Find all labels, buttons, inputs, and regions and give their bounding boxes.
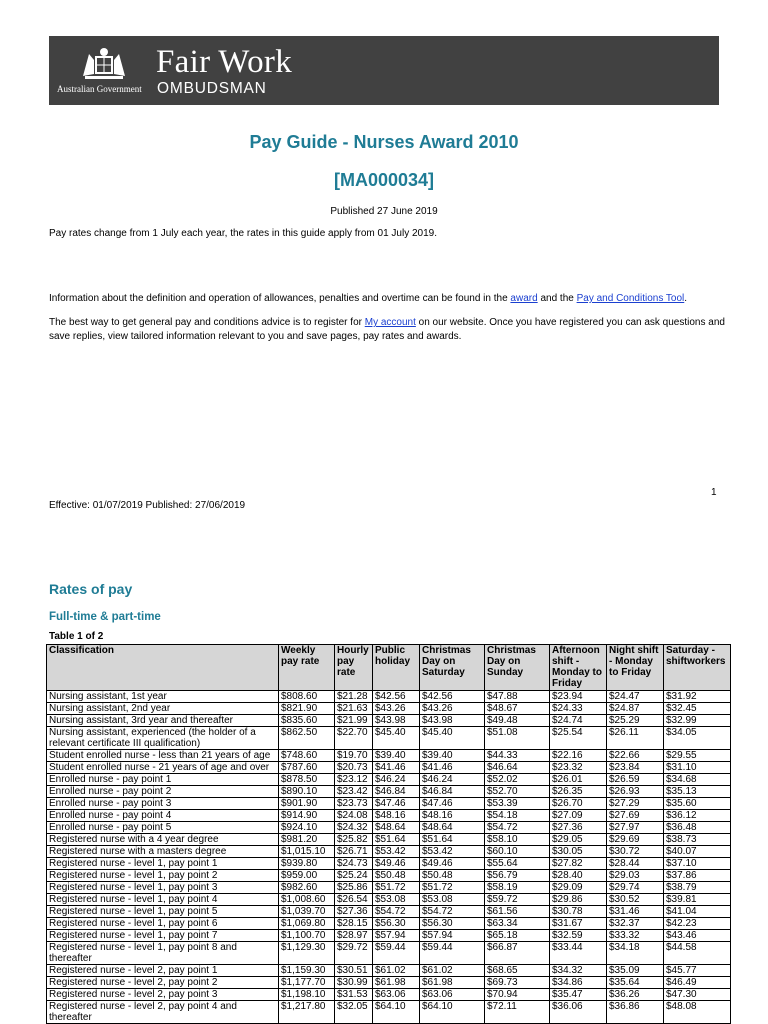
published-date: Published 27 June 2019 bbox=[330, 206, 438, 217]
rate-cell: $53.08 bbox=[420, 894, 485, 906]
rate-cell: $914.90 bbox=[279, 810, 335, 822]
rate-cell: $29.72 bbox=[335, 942, 373, 965]
rate-cell: $48.67 bbox=[485, 703, 550, 715]
rate-cell: $33.44 bbox=[550, 942, 607, 965]
rate-cell: $30.78 bbox=[550, 906, 607, 918]
rate-cell: $39.40 bbox=[420, 750, 485, 762]
award-code: [MA000034] bbox=[333, 170, 435, 190]
rate-cell: $46.24 bbox=[373, 774, 420, 786]
rate-cell: $49.46 bbox=[420, 858, 485, 870]
table-row bbox=[47, 918, 731, 930]
rate-cell: $32.05 bbox=[335, 1001, 373, 1024]
section-title: Rates of pay bbox=[49, 581, 133, 597]
rate-cell: $48.08 bbox=[664, 1001, 731, 1024]
rate-cell: $47.30 bbox=[664, 989, 731, 1001]
rate-cell: $53.39 bbox=[485, 798, 550, 810]
rate-cell: $39.81 bbox=[664, 894, 731, 906]
column-header: Christmas Day on Saturday bbox=[420, 645, 485, 691]
rate-cell: $1,100.70 bbox=[279, 930, 335, 942]
rate-cell: $45.77 bbox=[664, 965, 731, 977]
rate-cell: $26.11 bbox=[607, 727, 664, 750]
rate-cell: $19.70 bbox=[335, 750, 373, 762]
rate-cell: $43.46 bbox=[664, 930, 731, 942]
pay-rates-table bbox=[46, 644, 731, 1024]
page-title: Pay Guide - Nurses Award 2010 bbox=[249, 132, 519, 152]
rate-cell: $901.90 bbox=[279, 798, 335, 810]
rate-cell: $1,217.80 bbox=[279, 1001, 335, 1024]
rate-cell: $70.94 bbox=[485, 989, 550, 1001]
rate-cell: $47.46 bbox=[373, 798, 420, 810]
rate-cell: $1,159.30 bbox=[279, 965, 335, 977]
rate-cell: $45.40 bbox=[420, 727, 485, 750]
rate-cell: $55.64 bbox=[485, 858, 550, 870]
table-row bbox=[47, 762, 731, 774]
classification-cell: Registered nurse with a 4 year degree bbox=[47, 834, 279, 846]
info-text-prefix: Information about the definition and operation of allowances, penalties and overtime can be found in the bbox=[49, 293, 511, 304]
rate-cell: $808.60 bbox=[279, 691, 335, 703]
classification-cell: Registered nurse - level 2, pay point 1 bbox=[47, 965, 279, 977]
rate-cell: $46.84 bbox=[373, 786, 420, 798]
rate-cell: $61.98 bbox=[420, 977, 485, 989]
rate-cell: $24.47 bbox=[607, 691, 664, 703]
rate-cell: $21.63 bbox=[335, 703, 373, 715]
rate-cell: $53.08 bbox=[373, 894, 420, 906]
classification-cell: Registered nurse - level 1, pay point 6 bbox=[47, 918, 279, 930]
rate-cell: $787.60 bbox=[279, 762, 335, 774]
rate-cell: $56.30 bbox=[420, 918, 485, 930]
rate-cell: $35.47 bbox=[550, 989, 607, 1001]
page-number: 1 bbox=[711, 487, 717, 498]
rate-cell: $34.68 bbox=[664, 774, 731, 786]
table-row bbox=[47, 1001, 731, 1024]
table-row bbox=[47, 906, 731, 918]
rate-cell: $26.70 bbox=[550, 798, 607, 810]
rate-cell: $27.36 bbox=[550, 822, 607, 834]
rate-cell: $37.10 bbox=[664, 858, 731, 870]
classification-cell: Registered nurse - level 1, pay point 8 and thereafter bbox=[47, 942, 279, 965]
rate-cell: $56.79 bbox=[485, 870, 550, 882]
coat-of-arms-icon bbox=[79, 46, 129, 84]
rate-cell: $31.67 bbox=[550, 918, 607, 930]
column-header: Hourly pay rate bbox=[335, 645, 373, 691]
rate-cell: $26.01 bbox=[550, 774, 607, 786]
column-header: Christmas Day on Sunday bbox=[485, 645, 550, 691]
rate-cell: $25.54 bbox=[550, 727, 607, 750]
rate-cell: $34.86 bbox=[550, 977, 607, 989]
rate-cell: $821.90 bbox=[279, 703, 335, 715]
rate-cell: $24.32 bbox=[335, 822, 373, 834]
rate-cell: $46.24 bbox=[420, 774, 485, 786]
rate-cell: $48.64 bbox=[420, 822, 485, 834]
rate-cell: $29.69 bbox=[607, 834, 664, 846]
column-header: Public holiday bbox=[373, 645, 420, 691]
rate-cell: $32.45 bbox=[664, 703, 731, 715]
rate-cell: $43.26 bbox=[420, 703, 485, 715]
rate-cell: $31.53 bbox=[335, 989, 373, 1001]
rate-cell: $52.02 bbox=[485, 774, 550, 786]
table-row bbox=[47, 750, 731, 762]
classification-cell: Enrolled nurse - pay point 1 bbox=[47, 774, 279, 786]
advice-paragraph bbox=[49, 316, 729, 344]
rate-cell: $29.55 bbox=[664, 750, 731, 762]
rate-cell: $29.03 bbox=[607, 870, 664, 882]
column-header: Weekly pay rate bbox=[279, 645, 335, 691]
rate-cell: $60.10 bbox=[485, 846, 550, 858]
rate-cell: $22.16 bbox=[550, 750, 607, 762]
rate-cell: $24.87 bbox=[607, 703, 664, 715]
rate-cell: $50.48 bbox=[420, 870, 485, 882]
classification-cell: Registered nurse - level 2, pay point 2 bbox=[47, 977, 279, 989]
rate-cell: $54.18 bbox=[485, 810, 550, 822]
table-row bbox=[47, 715, 731, 727]
rate-cell: $31.10 bbox=[664, 762, 731, 774]
table-row bbox=[47, 870, 731, 882]
rate-cell: $58.19 bbox=[485, 882, 550, 894]
rate-cell: $61.98 bbox=[373, 977, 420, 989]
rate-cell: $25.29 bbox=[607, 715, 664, 727]
rate-cell: $25.24 bbox=[335, 870, 373, 882]
rate-cell: $24.33 bbox=[550, 703, 607, 715]
rate-cell: $1,008.60 bbox=[279, 894, 335, 906]
rate-cell: $42.23 bbox=[664, 918, 731, 930]
rate-cell: $64.10 bbox=[420, 1001, 485, 1024]
rate-cell: $939.80 bbox=[279, 858, 335, 870]
rate-cell: $42.56 bbox=[420, 691, 485, 703]
rate-cell: $43.98 bbox=[373, 715, 420, 727]
rate-cell: $45.40 bbox=[373, 727, 420, 750]
rate-cell: $30.72 bbox=[607, 846, 664, 858]
rate-cell: $28.40 bbox=[550, 870, 607, 882]
rate-cell: $38.79 bbox=[664, 882, 731, 894]
classification-cell: Nursing assistant, 1st year bbox=[47, 691, 279, 703]
rate-cell: $36.26 bbox=[607, 989, 664, 1001]
rate-cell: $24.08 bbox=[335, 810, 373, 822]
rate-cell: $63.34 bbox=[485, 918, 550, 930]
table-row bbox=[47, 727, 731, 750]
rate-cell: $59.44 bbox=[420, 942, 485, 965]
rate-cell: $36.48 bbox=[664, 822, 731, 834]
rate-cell: $51.64 bbox=[373, 834, 420, 846]
rate-cell: $41.04 bbox=[664, 906, 731, 918]
rate-cell: $29.09 bbox=[550, 882, 607, 894]
rate-cell: $28.44 bbox=[607, 858, 664, 870]
rate-cell: $30.51 bbox=[335, 965, 373, 977]
rate-cell: $47.46 bbox=[420, 798, 485, 810]
government-label: Australian Government bbox=[57, 84, 142, 94]
rate-cell: $48.16 bbox=[373, 810, 420, 822]
rate-cell: $51.08 bbox=[485, 727, 550, 750]
rate-cell: $53.42 bbox=[420, 846, 485, 858]
classification-cell: Registered nurse - level 2, pay point 3 bbox=[47, 989, 279, 1001]
my-account-link[interactable]: My account bbox=[364, 317, 416, 328]
table-row bbox=[47, 691, 731, 703]
rate-cell: $47.88 bbox=[485, 691, 550, 703]
table-row bbox=[47, 822, 731, 834]
rate-cell: $29.05 bbox=[550, 834, 607, 846]
rate-cell: $862.50 bbox=[279, 727, 335, 750]
rate-cell: $1,015.10 bbox=[279, 846, 335, 858]
rate-cell: $51.72 bbox=[373, 882, 420, 894]
rate-cell: $878.50 bbox=[279, 774, 335, 786]
rate-cell: $46.64 bbox=[485, 762, 550, 774]
rate-cell: $59.72 bbox=[485, 894, 550, 906]
table-row bbox=[47, 977, 731, 989]
classification-cell: Registered nurse - level 1, pay point 3 bbox=[47, 882, 279, 894]
rate-cell: $37.86 bbox=[664, 870, 731, 882]
rate-cell: $59.44 bbox=[373, 942, 420, 965]
rate-cell: $35.09 bbox=[607, 965, 664, 977]
rate-cell: $36.12 bbox=[664, 810, 731, 822]
rate-cell: $38.73 bbox=[664, 834, 731, 846]
rate-cell: $43.98 bbox=[420, 715, 485, 727]
classification-cell: Enrolled nurse - pay point 2 bbox=[47, 786, 279, 798]
rate-cell: $65.18 bbox=[485, 930, 550, 942]
rate-cell: $23.84 bbox=[607, 762, 664, 774]
rate-cell: $23.73 bbox=[335, 798, 373, 810]
column-header: Afternoon shift - Monday to Friday bbox=[550, 645, 607, 691]
rate-cell: $23.12 bbox=[335, 774, 373, 786]
rate-cell: $42.56 bbox=[373, 691, 420, 703]
rate-cell: $54.72 bbox=[420, 906, 485, 918]
rate-cell: $25.86 bbox=[335, 882, 373, 894]
effective-date: Effective: 01/07/2019 Published: 27/06/2019 bbox=[49, 500, 246, 511]
brand-name: Fair Work bbox=[156, 44, 293, 80]
rate-cell: $69.73 bbox=[485, 977, 550, 989]
rate-cell: $24.73 bbox=[335, 858, 373, 870]
rate-cell: $41.46 bbox=[373, 762, 420, 774]
rate-cell: $43.26 bbox=[373, 703, 420, 715]
rate-cell: $35.13 bbox=[664, 786, 731, 798]
column-header: Night shift - Monday to Friday bbox=[607, 645, 664, 691]
classification-cell: Nursing assistant, 3rd year and thereafter bbox=[47, 715, 279, 727]
table-header-row bbox=[47, 645, 731, 691]
rate-cell: $27.09 bbox=[550, 810, 607, 822]
table-row bbox=[47, 774, 731, 786]
rate-cell: $30.05 bbox=[550, 846, 607, 858]
classification-cell: Registered nurse - level 1, pay point 1 bbox=[47, 858, 279, 870]
rate-cell: $53.42 bbox=[373, 846, 420, 858]
classification-cell: Enrolled nurse - pay point 5 bbox=[47, 822, 279, 834]
info-text-suffix: . bbox=[684, 293, 688, 304]
rate-cell: $27.82 bbox=[550, 858, 607, 870]
rate-cell: $35.64 bbox=[607, 977, 664, 989]
rate-cell: $58.10 bbox=[485, 834, 550, 846]
rate-cell: $1,129.30 bbox=[279, 942, 335, 965]
rate-cell: $39.40 bbox=[373, 750, 420, 762]
rate-cell: $32.59 bbox=[550, 930, 607, 942]
brand-subtitle: OMBUDSMAN bbox=[157, 80, 267, 97]
rate-cell: $26.71 bbox=[335, 846, 373, 858]
rate-cell: $61.02 bbox=[420, 965, 485, 977]
rate-cell: $44.33 bbox=[485, 750, 550, 762]
classification-cell: Nursing assistant, experienced (the holder of a relevant certificate III qualification) bbox=[47, 727, 279, 750]
rate-cell: $23.94 bbox=[550, 691, 607, 703]
classification-cell: Registered nurse - level 1, pay point 4 bbox=[47, 894, 279, 906]
rate-cell: $36.86 bbox=[607, 1001, 664, 1024]
rate-cell: $48.16 bbox=[420, 810, 485, 822]
rate-cell: $32.99 bbox=[664, 715, 731, 727]
header-banner bbox=[49, 36, 719, 105]
rate-cell: $924.10 bbox=[279, 822, 335, 834]
rate-cell: $46.49 bbox=[664, 977, 731, 989]
rate-cell: $29.86 bbox=[550, 894, 607, 906]
rate-cell: $64.10 bbox=[373, 1001, 420, 1024]
rate-cell: $22.70 bbox=[335, 727, 373, 750]
rate-cell: $1,177.70 bbox=[279, 977, 335, 989]
rate-cell: $27.29 bbox=[607, 798, 664, 810]
table-row bbox=[47, 703, 731, 715]
rate-cell: $36.06 bbox=[550, 1001, 607, 1024]
rate-cell: $49.46 bbox=[373, 858, 420, 870]
classification-cell: Registered nurse - level 1, pay point 5 bbox=[47, 906, 279, 918]
rate-cell: $21.99 bbox=[335, 715, 373, 727]
table-row bbox=[47, 894, 731, 906]
rate-cell: $44.58 bbox=[664, 942, 731, 965]
rate-cell: $57.94 bbox=[373, 930, 420, 942]
rate-cell: $57.94 bbox=[420, 930, 485, 942]
rate-cell: $51.72 bbox=[420, 882, 485, 894]
rate-cell: $21.28 bbox=[335, 691, 373, 703]
table-row bbox=[47, 942, 731, 965]
rate-cell: $30.99 bbox=[335, 977, 373, 989]
column-header: Classification bbox=[47, 645, 279, 691]
rate-cell: $34.05 bbox=[664, 727, 731, 750]
rate-cell: $49.48 bbox=[485, 715, 550, 727]
classification-cell: Registered nurse - level 1, pay point 2 bbox=[47, 870, 279, 882]
subsection-title: Full-time & part-time bbox=[49, 611, 161, 623]
table-row bbox=[47, 810, 731, 822]
rate-cell: $31.46 bbox=[607, 906, 664, 918]
rate-cell: $24.74 bbox=[550, 715, 607, 727]
info-text-mid: and the bbox=[537, 293, 577, 304]
table-caption: Table 1 of 2 bbox=[49, 631, 104, 642]
rate-cell: $51.64 bbox=[420, 834, 485, 846]
rate-cell: $41.46 bbox=[420, 762, 485, 774]
rate-cell: $981.20 bbox=[279, 834, 335, 846]
table-row bbox=[47, 846, 731, 858]
rate-cell: $748.60 bbox=[279, 750, 335, 762]
rate-cell: $50.48 bbox=[373, 870, 420, 882]
rate-cell: $1,198.10 bbox=[279, 989, 335, 1001]
rate-cell: $25.82 bbox=[335, 834, 373, 846]
rate-cell: $33.32 bbox=[607, 930, 664, 942]
table-row bbox=[47, 858, 731, 870]
rate-cell: $30.52 bbox=[607, 894, 664, 906]
classification-cell: Student enrolled nurse - less than 21 years of age bbox=[47, 750, 279, 762]
rate-cell: $26.54 bbox=[335, 894, 373, 906]
rate-cell: $27.36 bbox=[335, 906, 373, 918]
table-row bbox=[47, 989, 731, 1001]
rate-cell: $20.73 bbox=[335, 762, 373, 774]
table-row bbox=[47, 786, 731, 798]
classification-cell: Enrolled nurse - pay point 3 bbox=[47, 798, 279, 810]
rate-cell: $835.60 bbox=[279, 715, 335, 727]
rate-cell: $959.00 bbox=[279, 870, 335, 882]
table-row bbox=[47, 882, 731, 894]
rate-cell: $27.69 bbox=[607, 810, 664, 822]
rate-cell: $61.56 bbox=[485, 906, 550, 918]
rate-cell: $28.15 bbox=[335, 918, 373, 930]
rate-cell: $54.72 bbox=[485, 822, 550, 834]
advice-text-prefix: The best way to get general pay and conditions advice is to register for bbox=[49, 317, 365, 328]
rate-cell: $28.97 bbox=[335, 930, 373, 942]
column-header: Saturday - shiftworkers bbox=[664, 645, 731, 691]
award-link[interactable]: award bbox=[510, 293, 538, 304]
rate-cell: $72.11 bbox=[485, 1001, 550, 1024]
rate-cell: $26.59 bbox=[607, 774, 664, 786]
rate-cell: $982.60 bbox=[279, 882, 335, 894]
classification-cell: Enrolled nurse - pay point 4 bbox=[47, 810, 279, 822]
table-row bbox=[47, 965, 731, 977]
rate-cell: $63.06 bbox=[373, 989, 420, 1001]
rate-cell: $29.74 bbox=[607, 882, 664, 894]
rates-note: Pay rates change from 1 July each year, the rates in this guide apply from 01 July 2019. bbox=[49, 228, 437, 239]
rate-cell: $35.60 bbox=[664, 798, 731, 810]
rate-cell: $66.87 bbox=[485, 942, 550, 965]
rate-cell: $40.07 bbox=[664, 846, 731, 858]
rate-cell: $1,039.70 bbox=[279, 906, 335, 918]
table-row bbox=[47, 834, 731, 846]
rate-cell: $68.65 bbox=[485, 965, 550, 977]
table-row bbox=[47, 930, 731, 942]
rate-cell: $34.32 bbox=[550, 965, 607, 977]
rate-cell: $32.37 bbox=[607, 918, 664, 930]
rate-cell: $34.18 bbox=[607, 942, 664, 965]
rate-cell: $48.64 bbox=[373, 822, 420, 834]
classification-cell: Student enrolled nurse - 21 years of age and over bbox=[47, 762, 279, 774]
rate-cell: $23.32 bbox=[550, 762, 607, 774]
classification-cell: Registered nurse with a masters degree bbox=[47, 846, 279, 858]
rate-cell: $63.06 bbox=[420, 989, 485, 1001]
rate-cell: $56.30 bbox=[373, 918, 420, 930]
rate-cell: $26.93 bbox=[607, 786, 664, 798]
rate-cell: $52.70 bbox=[485, 786, 550, 798]
rate-cell: $61.02 bbox=[373, 965, 420, 977]
classification-cell: Registered nurse - level 2, pay point 4 and thereafter bbox=[47, 1001, 279, 1024]
rate-cell: $31.92 bbox=[664, 691, 731, 703]
table-row bbox=[47, 798, 731, 810]
classification-cell: Registered nurse - level 1, pay point 7 bbox=[47, 930, 279, 942]
rate-cell: $890.10 bbox=[279, 786, 335, 798]
rate-cell: $22.66 bbox=[607, 750, 664, 762]
rate-cell: $27.97 bbox=[607, 822, 664, 834]
rate-cell: $1,069.80 bbox=[279, 918, 335, 930]
rate-cell: $54.72 bbox=[373, 906, 420, 918]
rate-cell: $23.42 bbox=[335, 786, 373, 798]
pay-conditions-tool-link[interactable]: Pay and Conditions Tool bbox=[576, 293, 685, 304]
table-body bbox=[47, 691, 731, 1024]
classification-cell: Nursing assistant, 2nd year bbox=[47, 703, 279, 715]
rate-cell: $46.84 bbox=[420, 786, 485, 798]
advice-text-suffix: on our website. Once you have registered you can ask questions and save replies, view tailored information relevant to you and save pages, pay rates and awards. bbox=[49, 317, 725, 342]
info-paragraph bbox=[49, 292, 729, 306]
rate-cell: $26.35 bbox=[550, 786, 607, 798]
